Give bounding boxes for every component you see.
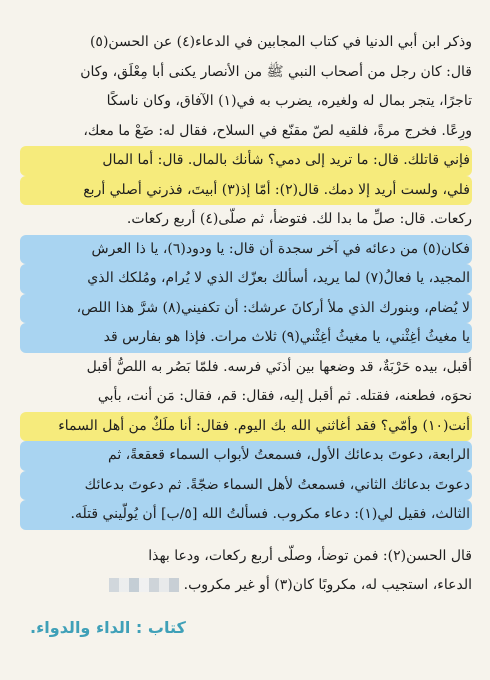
- text-line-6: فلي، ولست أريد إلا دمك. قال(٢): أمّا إذ(٣) أبيتَ، فذرني أصلي أربع: [20, 176, 472, 206]
- text-line-10: لا يُضام، وبنورك الذي ملأ أركانَ عرشك: أن تكفيني(٨) شرَّ هذا اللص،: [20, 294, 472, 324]
- text-line-5: فإني قاتلك. قال: ما تريد إلى دمي؟ شأنك بالمال. قال: أما المال: [20, 146, 472, 176]
- closing-line-1: قال الحسن(٢): فمن توضأ، وصلّى أربع ركعات، ودعا بهذا: [148, 547, 472, 564]
- text-line-14: أنت(١٠) وأمّي؟ فقد أغاثني الله بك اليوم. فقال: أنا ملَكٌ من أهل السماء: [20, 412, 472, 442]
- text-line-3: تاجرًا، يتجر بمال له ولغيره، يضرب به في(١) الآفاق، وكان ناسكًا: [106, 93, 472, 109]
- redacted-mosaic: [109, 578, 179, 592]
- text-line-15: الرابعة، دعوتَ بدعائك الأول، فسمعتُ لأبواب السماء قعقعةً، ثم: [20, 441, 472, 471]
- closing-line-2: [20, 571, 472, 601]
- text-line-8: فكان(٥) من دعائه في آخر سجدة أن قال: يا ودود(٦)، يا ذا العرش: [20, 235, 472, 265]
- text-line-1: وذكر ابن أبي الدنيا في كتاب المجابين في الدعاء(٤) عن الحسن(٥): [89, 34, 472, 50]
- text-line-9: المجيد، يا فعالُ(٧) لما يريد، أسألك بعزّك الذي لا يُرام، ومُلكك الذي: [20, 264, 472, 294]
- closing-line-2-content: الدعاء، استجيب له، مكروبًا كان(٣) أو غير مكروب.: [183, 577, 472, 593]
- text-line-2-content: قال: كان رجل من أصحاب النبي ﷺ من الأنصار يكنى أبا مِعْلَق، وكان: [80, 63, 472, 80]
- text-line-4: ورِعًا. فخرج مرةً، فلقيه لصّ مقنّع في السلاح، فقال له: ضَعْ ما معك،: [83, 122, 472, 139]
- text-line-17: الثالث، فقيل لي(١): دعاء مكروب. فسألتُ الله [٥/ب] أن يُولّيني قتلَه.: [20, 500, 472, 530]
- source-label: كتاب : الداء والدواء.: [30, 618, 186, 637]
- main-text: [20, 28, 472, 601]
- text-line-12: أقبل، بيده حَرْبَةٌ، قد وضعها بين أذنَي فرسه. فلمّا بَصُر به اللصُّ أقبل: [86, 358, 472, 375]
- closing-paragraph: [20, 542, 472, 601]
- text-line-13: نحوَه، فطعنه، فقتله. ثم أقبل إليه، فقال: قم، فقال: مَن أنت، بأبي: [97, 388, 472, 404]
- text-line-16: دعوتَ بدعائك الثاني، فسمعتُ لأهل السماء ضجّةً. ثم دعوتَ بدعائك: [20, 471, 472, 501]
- text-line-2: [20, 58, 472, 88]
- text-line-7: ركعات. قال: صلِّ ما بدا لك. فتوضأ، ثم صلّى(٤) أربع ركعات.: [126, 211, 472, 227]
- text-line-11: يا مغيثُ أغِثْني، يا مغيثُ أغِثْني(٩) ثلاث مرات. فإذا هو بفارس قد: [20, 323, 472, 353]
